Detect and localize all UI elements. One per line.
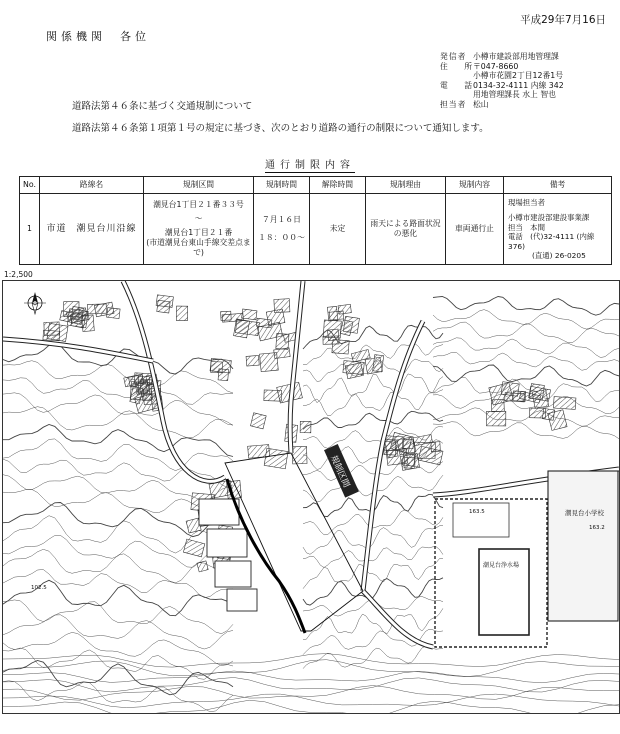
north-arrow-icon [24,292,46,314]
table-row [20,194,612,265]
contour-line [3,407,233,438]
building [197,561,208,572]
building [328,329,340,341]
contour-line [303,462,443,481]
building [183,539,204,557]
location-map [2,280,620,714]
elevation-label: 163.5 [469,509,485,515]
remarks-line: 現場担当者 [508,197,545,207]
contour-line [3,570,233,598]
contour-line [433,408,619,426]
col-header-section: 規制区間 [144,177,254,194]
col-header-release: 解除時間 [310,177,366,194]
contour-line [433,322,619,343]
contour-line [3,671,619,683]
building [384,439,396,455]
building [373,355,384,372]
sender-key: 電 話 [440,80,480,90]
contour-line [3,661,233,695]
sender-key [440,71,473,81]
remarks-line: 小樽市建設部建設事業課 [508,213,590,222]
building [548,410,567,431]
building [274,348,291,359]
body-text: 道路法第４６条第１項第１号の規定に基づき、次のとおり道路の通行の制限について通知します。 [72,123,489,134]
table-title [0,156,620,171]
contour-line [3,459,233,487]
sender-value: 松山 [473,99,489,109]
restricted-section-tag [324,444,359,498]
addressee-org: 関係機関 [46,30,106,43]
sender-value: 用地管理課長 水上 智也 [473,90,556,100]
building [248,445,270,459]
contour-line [3,378,233,405]
cell-section [144,194,254,265]
building [266,309,285,326]
building [242,309,257,320]
reservoir-label: 潮見台浄水場 [483,562,520,569]
col-header-route: 路線名 [40,177,144,194]
school-area [435,471,618,647]
building [227,589,257,611]
building [222,313,243,322]
contour-line [3,600,233,634]
contour-line [433,352,619,370]
subject-line: 道路法第４６条に基づく交通規制について [72,101,253,112]
building [215,561,251,587]
school-boundary [435,499,547,647]
building [529,408,545,418]
cell-content: 車両通行止 [446,194,504,265]
contour-line [3,615,233,649]
table-title-text: 通行制限内容 [265,160,355,171]
contour-line [3,694,619,708]
contour-line [303,646,443,669]
cell-remarks [504,194,612,265]
sender-row [440,71,564,81]
sender-key: 住 所 [440,61,480,71]
time-clock: １８：００～ [258,233,305,242]
building [329,311,344,320]
sender-key [440,90,473,100]
contour-line [3,700,619,713]
building [199,499,239,525]
contour-lines [3,297,619,714]
remarks-line: 担当 本間 [508,222,545,232]
col-header-remarks: 備考 [504,177,612,194]
building [207,529,247,557]
remarks-line: (直通) 26-0205 [532,251,586,260]
section-tilde: ～ [194,214,203,223]
contour-line [303,374,443,403]
remarks-line: 電話 (代)32-4111 (内線376) [508,232,595,251]
contour-line [433,365,619,386]
cell-release: 未定 [310,194,366,265]
contour-line [433,338,619,358]
building [553,397,576,410]
contour-line [303,525,443,554]
restricted-section-label: 規制区間 [328,454,352,490]
col-header-time: 規制時間 [254,177,310,194]
sender-value: 〒047-8660 [473,61,519,71]
building [176,306,187,321]
contour-line [303,411,443,429]
restriction-table [19,176,612,265]
addressee-suffix: 各位 [120,30,150,43]
sender-key: 発信者 [440,52,467,61]
contour-line [3,343,233,374]
contour-line [303,547,443,568]
building [234,319,250,338]
contour-line [433,297,619,316]
col-header-reason: 規制理由 [366,177,446,194]
building [250,413,266,429]
sender-value: 小樽市建設部用地管理課 [473,52,559,61]
contour-line [303,608,443,639]
col-header-content: 規制内容 [446,177,504,194]
sender-row [440,90,564,100]
cell-no: 1 [20,194,40,265]
contour-line [3,361,233,393]
sender-row [440,52,564,62]
building [300,421,311,432]
sender-row [440,62,564,72]
document-date: 平成29年7月16日 [520,14,606,26]
sender-row [440,81,564,91]
elevation-label: 102.5 [31,585,47,591]
building [246,355,259,366]
contour-line [3,660,619,677]
sender-value: 小樽市花園2丁目12番1号 [473,71,564,81]
building [276,334,289,350]
table-header-row [20,177,612,194]
building [513,391,526,401]
time-date: ７月１６日 [262,215,301,224]
sender-value: 0134-32-4111 内線 342 [473,80,564,90]
contour-line [433,422,619,439]
sender-block [440,52,564,110]
building [343,361,364,375]
contour-line [303,559,443,589]
elevation-label: 163.2 [589,525,605,531]
cell-time [254,194,310,265]
school-building [548,471,618,621]
building [157,300,170,313]
building [292,446,307,463]
cell-reason: 雨天による路面状況の悪化 [366,194,446,265]
section-from: 潮見台1丁目２１番３３号 [153,200,244,209]
roads [3,281,619,647]
contour-line [3,425,233,457]
building [343,316,359,333]
building [486,411,505,426]
road [363,591,433,647]
building [43,330,60,341]
section-to: 潮見台1丁目２１番 [164,228,233,237]
cell-route: 市道 潮見台川沿線 [40,194,144,265]
sender-key: 担当者 [440,99,467,109]
building [211,362,223,373]
addressee [46,28,150,44]
school-label: 潮見台小学校 [565,509,604,517]
contour-line [433,310,619,330]
section-note: (市道潮見台東山手線交差点まで) [146,238,251,257]
map-canvas [3,281,619,713]
sender-row [440,100,564,110]
map-scale: 1:2,500 [4,270,33,279]
contour-line [3,393,233,425]
col-header-no: No. [20,177,40,194]
